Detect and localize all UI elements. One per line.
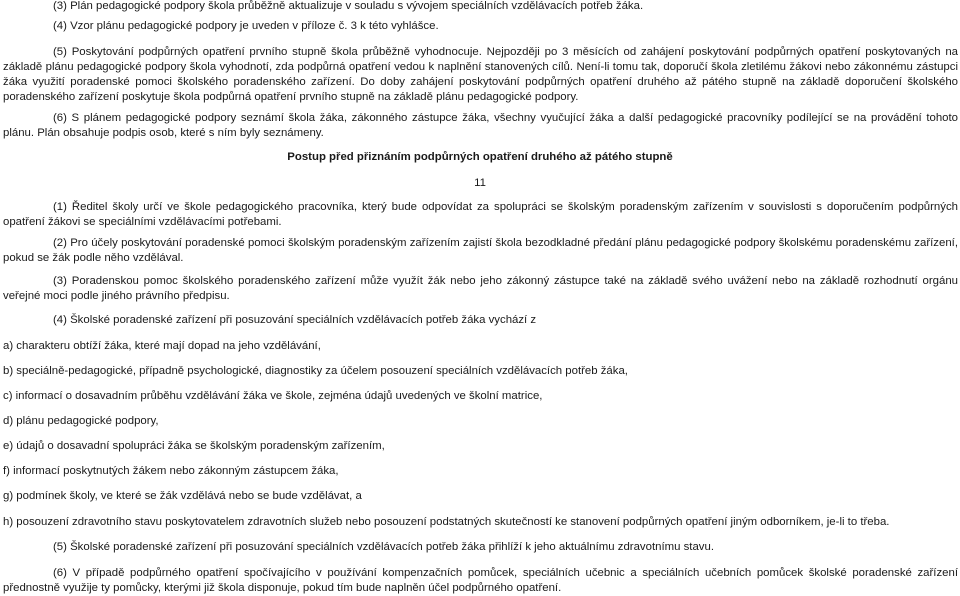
intro-paragraph-4: (4) Vzor plánu pedagogické podpory je uveden v příloze č. 3 k této vyhlášce. <box>53 20 439 32</box>
list-item-d: d) plánu pedagogické podpory, <box>3 415 159 427</box>
list-item-c: c) informací o dosavadním průběhu vzdělávání žáka ve škole, zejména údajů uvedených ve školní matrice, <box>3 390 543 402</box>
list-item-f: f) informací poskytnutých žákem nebo zákonným zástupcem žáka, <box>3 465 339 477</box>
list-item-a: a) charakteru obtíží žáka, které mají dopad na jeho vzdělávání, <box>3 340 321 352</box>
section-paragraph-2: (2) Pro účely poskytování poradenské pomoci školským poradenským zařízením zajistí škola bezodkladné předání plánu pedagogické podpory školskému poradenskému zařízení, pokud se žák podle něho vzdělával. <box>3 237 958 264</box>
list-item-g: g) podmínek školy, ve které se žák vzdělává nebo se bude vzdělávat, a <box>3 490 362 502</box>
section-title: Postup před přiznáním podpůrných opatření druhého až pátého stupně <box>287 151 673 163</box>
list-item-e: e) údajů o dosavadní spolupráci žáka se školským poradenským zařízením, <box>3 440 385 452</box>
section-number: 11 <box>474 177 486 189</box>
intro-paragraph-5: (5) Poskytování podpůrných opatření prvního stupně škola průběžně vyhodnocuje. Nejpozději po 3 měsících od zahájení poskytování podpůrných opatření poskytovaných na základě plánu pedagogické podpory škola vyhodnotí, zda podpůrná opatření vedou k naplnění stanovených cílů. Není-li tomu tak, doporučí škola zletilému žákovi nebo zákonnému zástupci žáka využití poradenské pomoci školského poradenského zařízení. Do doby zahájení poskytování podpůrných opatření druhého až pátého stupně na základě doporučení školského poradenského zařízení poskytuje škola podpůrná opatření prvního stupně na základě plánu pedagogické podpory. <box>3 46 958 103</box>
section-paragraph-6: (6) V případě podpůrného opatření spočívajícího v používání kompenzačních pomůcek, speciálních učebnic a speciálních učebních pomůcek školské poradenské zařízení přednostně využije ty pomůcky, kterými již škola disponuje, pokud tím bude naplněn účel podpůrného opatření. <box>3 567 958 594</box>
section-paragraph-4: (4) Školské poradenské zařízení při posuzování speciálních vzdělávacích potřeb žáka vychází z <box>53 314 537 326</box>
list-item-h: h) posouzení zdravotního stavu poskytovatelem zdravotních služeb nebo posouzení podstatných skutečností ke stanovení podpůrných opatření jiným odborníkem, je-li to třeba. <box>3 516 890 528</box>
section-paragraph-5: (5) Školské poradenské zařízení při posuzování speciálních vzdělávacích potřeb žáka přihlíží k jeho aktuálnímu zdravotnímu stavu. <box>53 541 714 553</box>
section-paragraph-3: (3) Poradenskou pomoc školského poradenského zařízení může využít žák nebo jeho zákonný zástupce také na základě svého uvážení nebo na základě rozhodnutí orgánu veřejné moci podle jiného právního předpisu. <box>3 275 958 302</box>
intro-paragraph-6: (6) S plánem pedagogické podpory seznámí škola žáka, zákonného zástupce žáka, všechny vyučující žáka a další pedagogické pracovníky podílející se na provádění tohoto plánu. Plán obsahuje podpis osob, které s ním byly seznámeny. <box>3 112 958 139</box>
list-item-b: b) speciálně-pedagogické, případně psychologické, diagnostiky za účelem posouzení speciálních vzdělávacích potřeb žáka, <box>3 365 628 377</box>
intro-paragraph-3: (3) Plán pedagogické podpory škola průběžně aktualizuje v souladu s vývojem speciálních vzdělávacích potřeb žáka. <box>53 0 644 12</box>
section-paragraph-1: (1) Ředitel školy určí ve škole pedagogického pracovníka, který bude odpovídat za spolupráci se školským poradenským zařízením v souvislosti s doporučením podpůrných opatření žákovi se speciálními vzdělávacími potřebami. <box>3 201 958 228</box>
